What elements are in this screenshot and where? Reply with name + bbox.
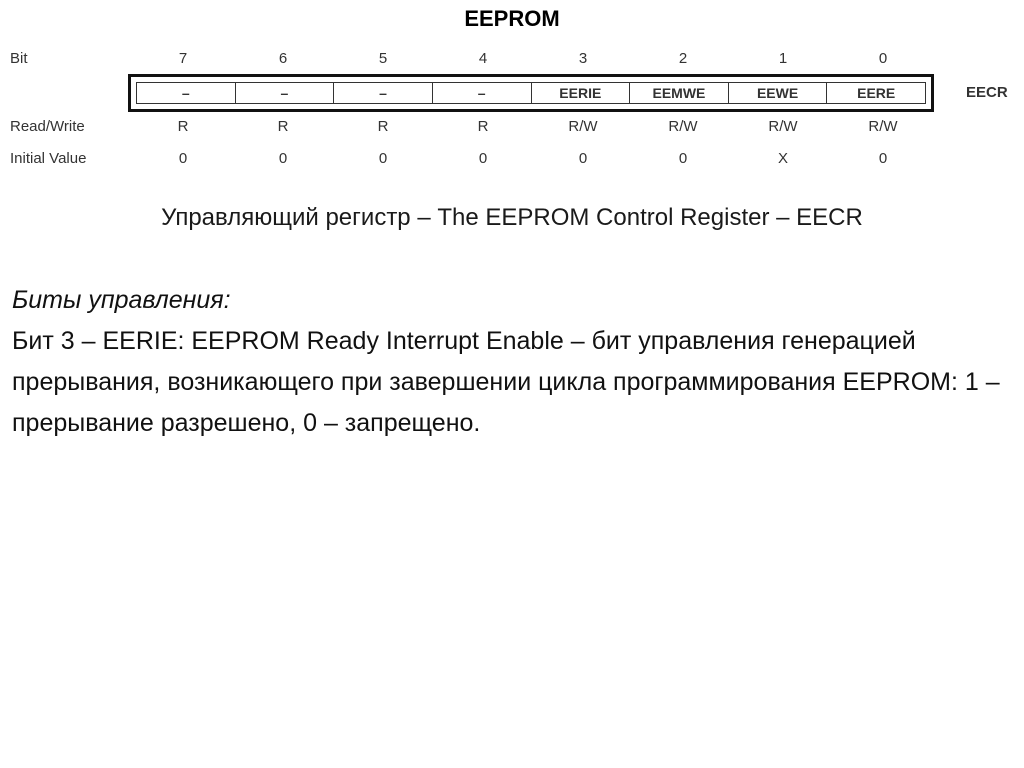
bit-number: 2 [678,50,688,67]
initial-value-row-label: Initial Value [10,150,87,167]
initial-value-cell: 0 [578,150,588,167]
bit-number: 3 [578,50,588,67]
bit-number: 1 [778,50,788,67]
register-field-box [128,74,934,112]
bit-row-label: Bit [10,50,28,67]
access-cell: R/W [868,118,898,135]
register-field-cell: – [137,83,236,103]
description-block [12,280,1012,444]
initial-value-cell: X [777,150,788,167]
description-paragraph: Бит 3 – EERIE: EEPROM Ready Interrupt Enable – бит управления генерацией прерывания, возникающего при завершении цикла программирования EEPROM: 1 – прерывание разрешено, 0 – запрещено. [12,327,1000,437]
section-heading: Биты управления: [12,286,231,314]
register-field-row [136,82,926,104]
bit-number: 6 [278,50,288,67]
initial-value-cell: 0 [678,150,688,167]
access-cell: R [277,118,289,135]
register-field-cell: EEMWE [630,83,729,103]
initial-value-cell: 0 [878,150,888,167]
read-write-row-label: Read/Write [10,118,85,135]
access-cell: R [477,118,489,135]
slide-title: EEPROM [464,6,560,31]
bit-number: 4 [478,50,488,67]
register-diagram [0,0,1024,180]
access-cell: R [377,118,389,135]
initial-value-cell: 0 [378,150,388,167]
register-field-cell: EERE [857,85,896,101]
initial-value-cell: 0 [278,150,288,167]
register-caption: Управляющий регистр – The EEPROM Control Register – EECR [161,204,863,231]
access-cell: R/W [768,118,798,135]
register-field-cell: EEWE [729,83,828,103]
register-field-cell: – [236,83,335,103]
bit-number: 5 [378,50,388,67]
access-cell: R/W [568,118,598,135]
register-field-cell: EERIE [532,83,631,103]
register-field-cell: – [334,83,433,103]
access-cell: R [177,118,189,135]
initial-value-cell: 0 [478,150,488,167]
initial-value-cell: 0 [178,150,188,167]
register-name: EECR [966,84,1008,101]
bit-number: 0 [878,50,888,67]
access-cell: R/W [668,118,698,135]
bit-number: 7 [178,50,188,67]
register-field-cell: – [433,83,532,103]
